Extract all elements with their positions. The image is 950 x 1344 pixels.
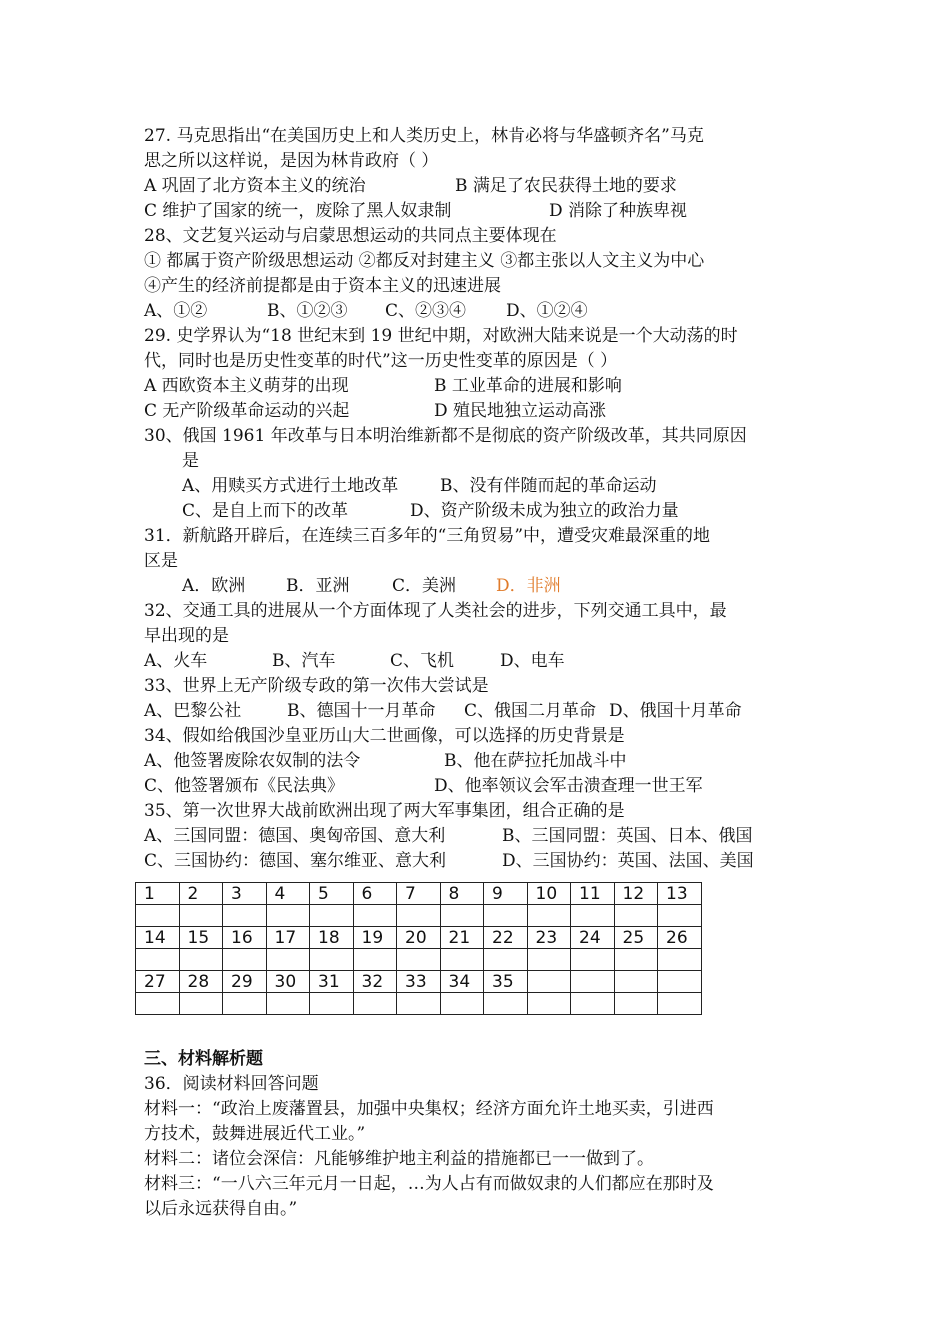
q34-option-a: A、他签署废除农奴制的法令	[144, 751, 361, 771]
q34-option-b: B、他在萨拉托加战斗中	[444, 751, 627, 771]
q32-option-c: C、飞机	[390, 651, 455, 671]
q29-stem-line1: 29. 史学界认为“18 世纪末到 19 世纪中期，对欧洲大陆来说是一个大动荡的时	[144, 326, 738, 346]
q32-option-b: B、汽车	[272, 651, 336, 671]
grid-number-cell: 11	[571, 883, 615, 905]
q32-option-d: D、电车	[500, 651, 565, 671]
grid-number-cell: 15	[179, 927, 223, 949]
grid-number-cell: 29	[223, 971, 267, 993]
q33-stem-text: 33、世界上无产阶级专政的第一次伟大尝试是	[144, 676, 489, 696]
grid-number-row	[136, 927, 702, 949]
q32-stem-line1: 32、交通工具的进展从一个方面体现了人类社会的进步，下列交通工具中，最	[144, 601, 727, 621]
grid-number-cell: 4	[266, 883, 310, 905]
grid-answer-cell[interactable]	[527, 905, 571, 927]
q30-option-c: C、是自上而下的改革	[182, 501, 349, 521]
grid-answer-cell[interactable]	[136, 949, 180, 971]
grid-answer-cell[interactable]	[136, 993, 180, 1015]
grid-number-cell: 25	[614, 927, 658, 949]
grid-number-cell: 3	[223, 883, 267, 905]
q31-option-b: B．亚洲	[286, 576, 350, 596]
q35-option-b: B、三国同盟：英国、日本、俄国	[502, 826, 753, 846]
grid-number-cell: 27	[136, 971, 180, 993]
q31-stem-line2: 区是	[144, 551, 178, 571]
grid-answer-row	[136, 905, 702, 927]
grid-answer-cell[interactable]	[440, 905, 484, 927]
grid-answer-cell[interactable]	[353, 905, 397, 927]
q27-stem-line2: 思之所以这样说，是因为林肯政府（ ）	[144, 151, 439, 171]
grid-number-cell: 6	[353, 883, 397, 905]
grid-number-cell: 13	[658, 883, 702, 905]
q34-option-d: D、他率领议会军击溃查理一世王军	[434, 776, 703, 796]
grid-number-cell: 23	[527, 927, 571, 949]
grid-number-cell: 18	[310, 927, 354, 949]
grid-answer-cell[interactable]	[484, 905, 528, 927]
q29-stem-line2: 代，同时也是历史性变革的时代”这一历史性变革的原因是（ ）	[144, 351, 618, 371]
grid-number-cell: 7	[397, 883, 441, 905]
grid-number-cell: 31	[310, 971, 354, 993]
grid-answer-cell[interactable]	[614, 949, 658, 971]
grid-answer-cell[interactable]	[397, 949, 441, 971]
grid-answer-cell[interactable]	[658, 905, 702, 927]
q29-option-d: D 殖民地独立运动高涨	[434, 401, 607, 421]
q30-option-a: A、用赎买方式进行土地改革	[182, 476, 399, 496]
grid-number-cell: 1	[136, 883, 180, 905]
grid-number-cell: 24	[571, 927, 615, 949]
q31-stem-line1: 31．新航路开辟后，在连续三百多年的“三角贸易”中，遭受灾难最深重的地	[144, 526, 711, 546]
grid-answer-cell[interactable]	[310, 905, 354, 927]
q28-option-a: A、①②	[144, 301, 208, 321]
q29-option-a: A 西欧资本主义萌芽的出现	[144, 376, 349, 396]
q30-option-d: D、资产阶级未成为独立的政治力量	[410, 501, 679, 521]
grid-answer-cell[interactable]	[266, 993, 310, 1015]
q27-option-a: A 巩固了北方资本主义的统治	[144, 176, 366, 196]
grid-number-cell: 12	[614, 883, 658, 905]
q31-option-a: A．欧洲	[182, 576, 246, 596]
q27-option-d: D 消除了种族卑视	[549, 201, 688, 221]
material-3-line2: 以后永远获得自由。”	[144, 1199, 298, 1219]
q28-option-d: D、①②④	[506, 301, 588, 321]
grid-number-cell: 35	[484, 971, 528, 993]
grid-answer-cell[interactable]	[310, 993, 354, 1015]
grid-answer-cell[interactable]	[440, 993, 484, 1015]
q35-option-a: A、三国同盟：德国、奥匈帝国、意大利	[144, 826, 446, 846]
q35-option-c: C、三国协约：德国、塞尔维亚、意大利	[144, 851, 447, 871]
grid-answer-cell[interactable]	[484, 993, 528, 1015]
q27-stem-line1: 27. 马克思指出“在美国历史上和人类历史上，林肯必将与华盛顿齐名”马克	[144, 126, 704, 146]
grid-answer-cell[interactable]	[179, 993, 223, 1015]
grid-number-cell: 34	[440, 971, 484, 993]
q28-stem-text: 28、文艺复兴运动与启蒙思想运动的共同点主要体现在	[144, 226, 557, 246]
q28-option-c: C、②③④	[385, 301, 467, 321]
grid-answer-cell[interactable]	[440, 949, 484, 971]
q32-stem-line2: 早出现的是	[144, 626, 229, 646]
material-1-line1: 材料一：“政治上废藩置县，加强中央集权；经济方面允许土地买卖，引进西	[144, 1099, 714, 1119]
grid-number-cell	[571, 971, 615, 993]
q36-stem-text: 36．阅读材料回答问题	[144, 1074, 319, 1094]
grid-answer-cell[interactable]	[397, 905, 441, 927]
grid-number-cell: 5	[310, 883, 354, 905]
grid-answer-cell[interactable]	[310, 949, 354, 971]
grid-answer-cell[interactable]	[614, 905, 658, 927]
grid-answer-cell[interactable]	[266, 905, 310, 927]
q30-stem-line2: 是	[182, 451, 199, 471]
grid-number-row	[136, 883, 702, 905]
grid-answer-cell[interactable]	[527, 993, 571, 1015]
q31-option-c: C．美洲	[392, 576, 457, 596]
grid-number-cell: 16	[223, 927, 267, 949]
grid-number-cell: 2	[179, 883, 223, 905]
grid-answer-cell[interactable]	[223, 949, 267, 971]
q32-option-a: A、火车	[144, 651, 208, 671]
grid-number-cell: 10	[527, 883, 571, 905]
grid-number-cell: 33	[397, 971, 441, 993]
grid-number-cell	[614, 971, 658, 993]
grid-answer-cell[interactable]	[223, 905, 267, 927]
grid-answer-cell[interactable]	[397, 993, 441, 1015]
grid-number-cell: 8	[440, 883, 484, 905]
grid-answer-cell[interactable]	[614, 993, 658, 1015]
grid-answer-cell[interactable]	[527, 949, 571, 971]
q33-option-d: D、俄国十月革命	[609, 701, 742, 721]
grid-answer-cell[interactable]	[658, 949, 702, 971]
q30-stem-line1: 30、俄国 1961 年改革与日本明治维新都不是彻底的资产阶级改革，其共同原因	[144, 426, 747, 446]
q28-option-b: B、①②③	[267, 301, 348, 321]
q35-stem-text: 35、第一次世界大战前欧洲出现了两大军事集团，组合正确的是	[144, 801, 625, 821]
grid-number-cell: 22	[484, 927, 528, 949]
material-2-text: 材料二：诸位会深信：凡能够维护地主利益的措施都已一一做到了。	[144, 1149, 654, 1169]
q34-option-c: C、他签署颁布《民法典》	[144, 776, 345, 796]
grid-answer-cell[interactable]	[136, 905, 180, 927]
q33-option-c: C、俄国二月革命	[464, 701, 597, 721]
grid-answer-cell[interactable]	[571, 905, 615, 927]
grid-answer-cell[interactable]	[179, 905, 223, 927]
q28-items-line2: ④产生的经济前提都是由于资本主义的迅速进展	[144, 276, 501, 296]
q29-option-c: C 无产阶级革命运动的兴起	[144, 401, 350, 421]
grid-answer-cell[interactable]	[571, 949, 615, 971]
grid-answer-cell[interactable]	[658, 993, 702, 1015]
grid-number-cell: 28	[179, 971, 223, 993]
q33-option-a: A、巴黎公社	[144, 701, 242, 721]
grid-number-row	[136, 971, 702, 993]
grid-number-cell: 14	[136, 927, 180, 949]
q27-option-c: C 维护了国家的统一，废除了黑人奴隶制	[144, 201, 452, 221]
section3-title-text: 三、材料解析题	[144, 1049, 263, 1069]
q33-option-b: B、德国十一月革命	[287, 701, 436, 721]
grid-answer-cell[interactable]	[571, 993, 615, 1015]
q28-items-line1: ① 都属于资产阶级思想运动 ②都反对封建主义 ③都主张以人文主义为中心	[144, 251, 705, 271]
grid-answer-cell[interactable]	[353, 949, 397, 971]
grid-number-cell: 32	[353, 971, 397, 993]
grid-number-cell	[658, 971, 702, 993]
q29-option-b: B 工业革命的进展和影响	[434, 376, 622, 396]
grid-number-cell: 30	[266, 971, 310, 993]
grid-answer-cell[interactable]	[266, 949, 310, 971]
grid-answer-cell[interactable]	[179, 949, 223, 971]
q31-option-d-answer: D．非洲	[496, 576, 561, 596]
grid-answer-cell[interactable]	[223, 993, 267, 1015]
grid-answer-cell[interactable]	[353, 993, 397, 1015]
q30-option-b: B、没有伴随而起的革命运动	[440, 476, 657, 496]
q35-option-d: D、三国协约：英国、法国、美国	[502, 851, 754, 871]
grid-number-cell: 21	[440, 927, 484, 949]
answer-grid	[135, 882, 702, 1015]
grid-answer-cell[interactable]	[484, 949, 528, 971]
grid-answer-row	[136, 993, 702, 1015]
grid-number-cell: 17	[266, 927, 310, 949]
grid-answer-row	[136, 949, 702, 971]
grid-number-cell	[527, 971, 571, 993]
grid-number-cell: 20	[397, 927, 441, 949]
grid-number-cell: 9	[484, 883, 528, 905]
q27-option-b: B 满足了农民获得土地的要求	[455, 176, 677, 196]
q34-stem-text: 34、假如给俄国沙皇亚历山大二世画像，可以选择的历史背景是	[144, 726, 625, 746]
grid-number-cell: 19	[353, 927, 397, 949]
material-1-line2: 方技术，鼓舞进展近代工业。”	[144, 1124, 366, 1144]
material-3-line1: 材料三：“一八六三年元月一日起，…为人占有而做奴隶的人们都应在那时及	[144, 1174, 714, 1194]
grid-number-cell: 26	[658, 927, 702, 949]
